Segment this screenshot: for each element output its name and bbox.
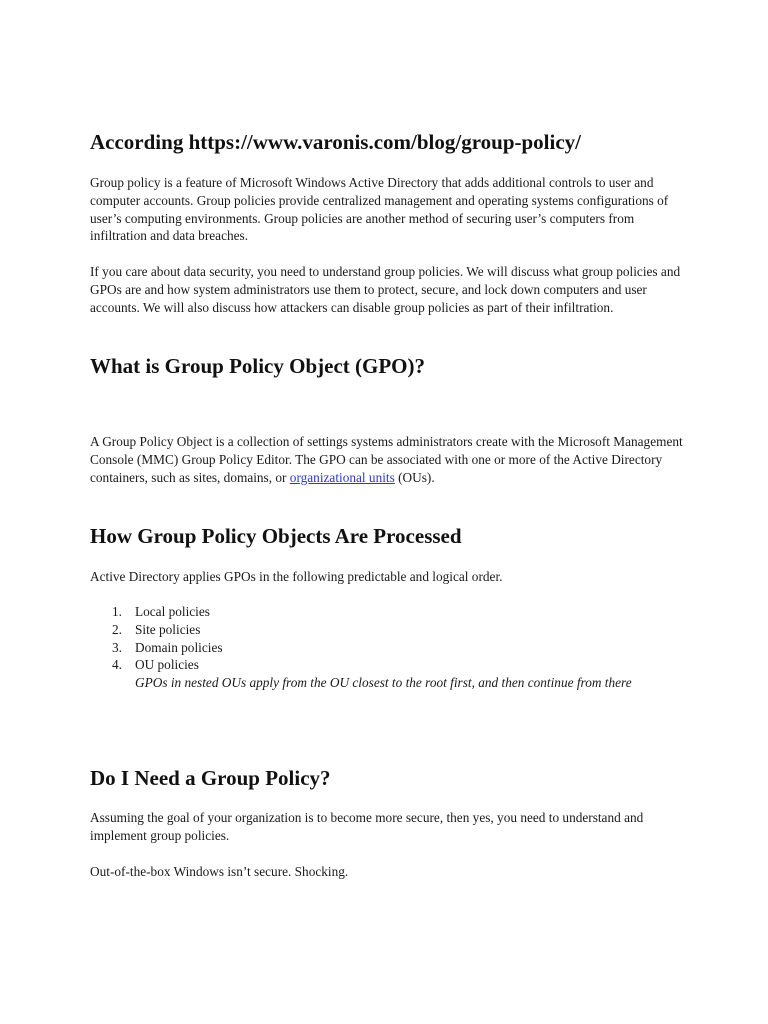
list-item [90,656,690,674]
paragraph-assuming-goal: Assuming the goal of your organization is to become more secure, then yes, you need to understand and implement group policies. [90,810,644,843]
list-note: GPOs in nested OUs apply from the OU closest to the root first, and then continue from there [135,675,632,691]
gpo-definition-tail: (OUs). [394,469,435,485]
list-item-text: OU policies [135,657,199,673]
list-item [90,603,690,621]
paragraph-group-policy-intro: Group policy is a feature of Microsoft Windows Active Directory that adds additional controls to user and computer accounts. Group policies provide centralized management and operating systems configurations of user’s computing environments. Group policies are another method of securing user’s computers from infiltration and data breaches. [90,175,669,244]
heading-how-processed: How Group Policy Objects Are Processed [90,524,462,548]
list-item-text: Domain policies [135,639,223,655]
list-number: 3. [112,639,122,655]
paragraph-processing-order: Active Directory applies GPOs in the following predictable and logical order. [90,569,503,584]
gpo-definition-text: A Group Policy Object is a collection of settings systems administrators create with the Microsoft Management Console (MMC) Group Policy Editor. The GPO can be associated with one or more of the Active Directory containers, such as sites, domains, or [90,434,683,485]
list-number: 1. [112,604,122,619]
list-number: 4. [112,657,122,673]
list-item [90,621,690,639]
list-number: 2. [112,621,122,637]
heading-what-is-gpo: What is Group Policy Object (GPO)? [90,354,426,378]
heading-need-group-policy: Do I Need a Group Policy? [90,766,331,790]
paragraph-out-of-box: Out-of-the-box Windows isn’t secure. Shocking. [90,864,349,879]
paragraph-data-security: If you care about data security, you need to understand group policies. We will discuss what group policies and GPOs are and how system administrators use them to protect, secure, and lock down computers and user accounts. We will also discuss how attackers can disable group policies as part of their infiltration. [90,264,681,315]
list-item [90,639,690,657]
list-item-text: Site policies [135,621,201,637]
heading-according: According https://www.varonis.com/blog/group-policy/ [90,130,582,154]
organizational-units-link[interactable]: organizational units [289,469,395,485]
list-item-text: Local policies [135,604,210,619]
gpo-order-list [90,603,690,692]
paragraph-gpo-definition [90,433,686,486]
